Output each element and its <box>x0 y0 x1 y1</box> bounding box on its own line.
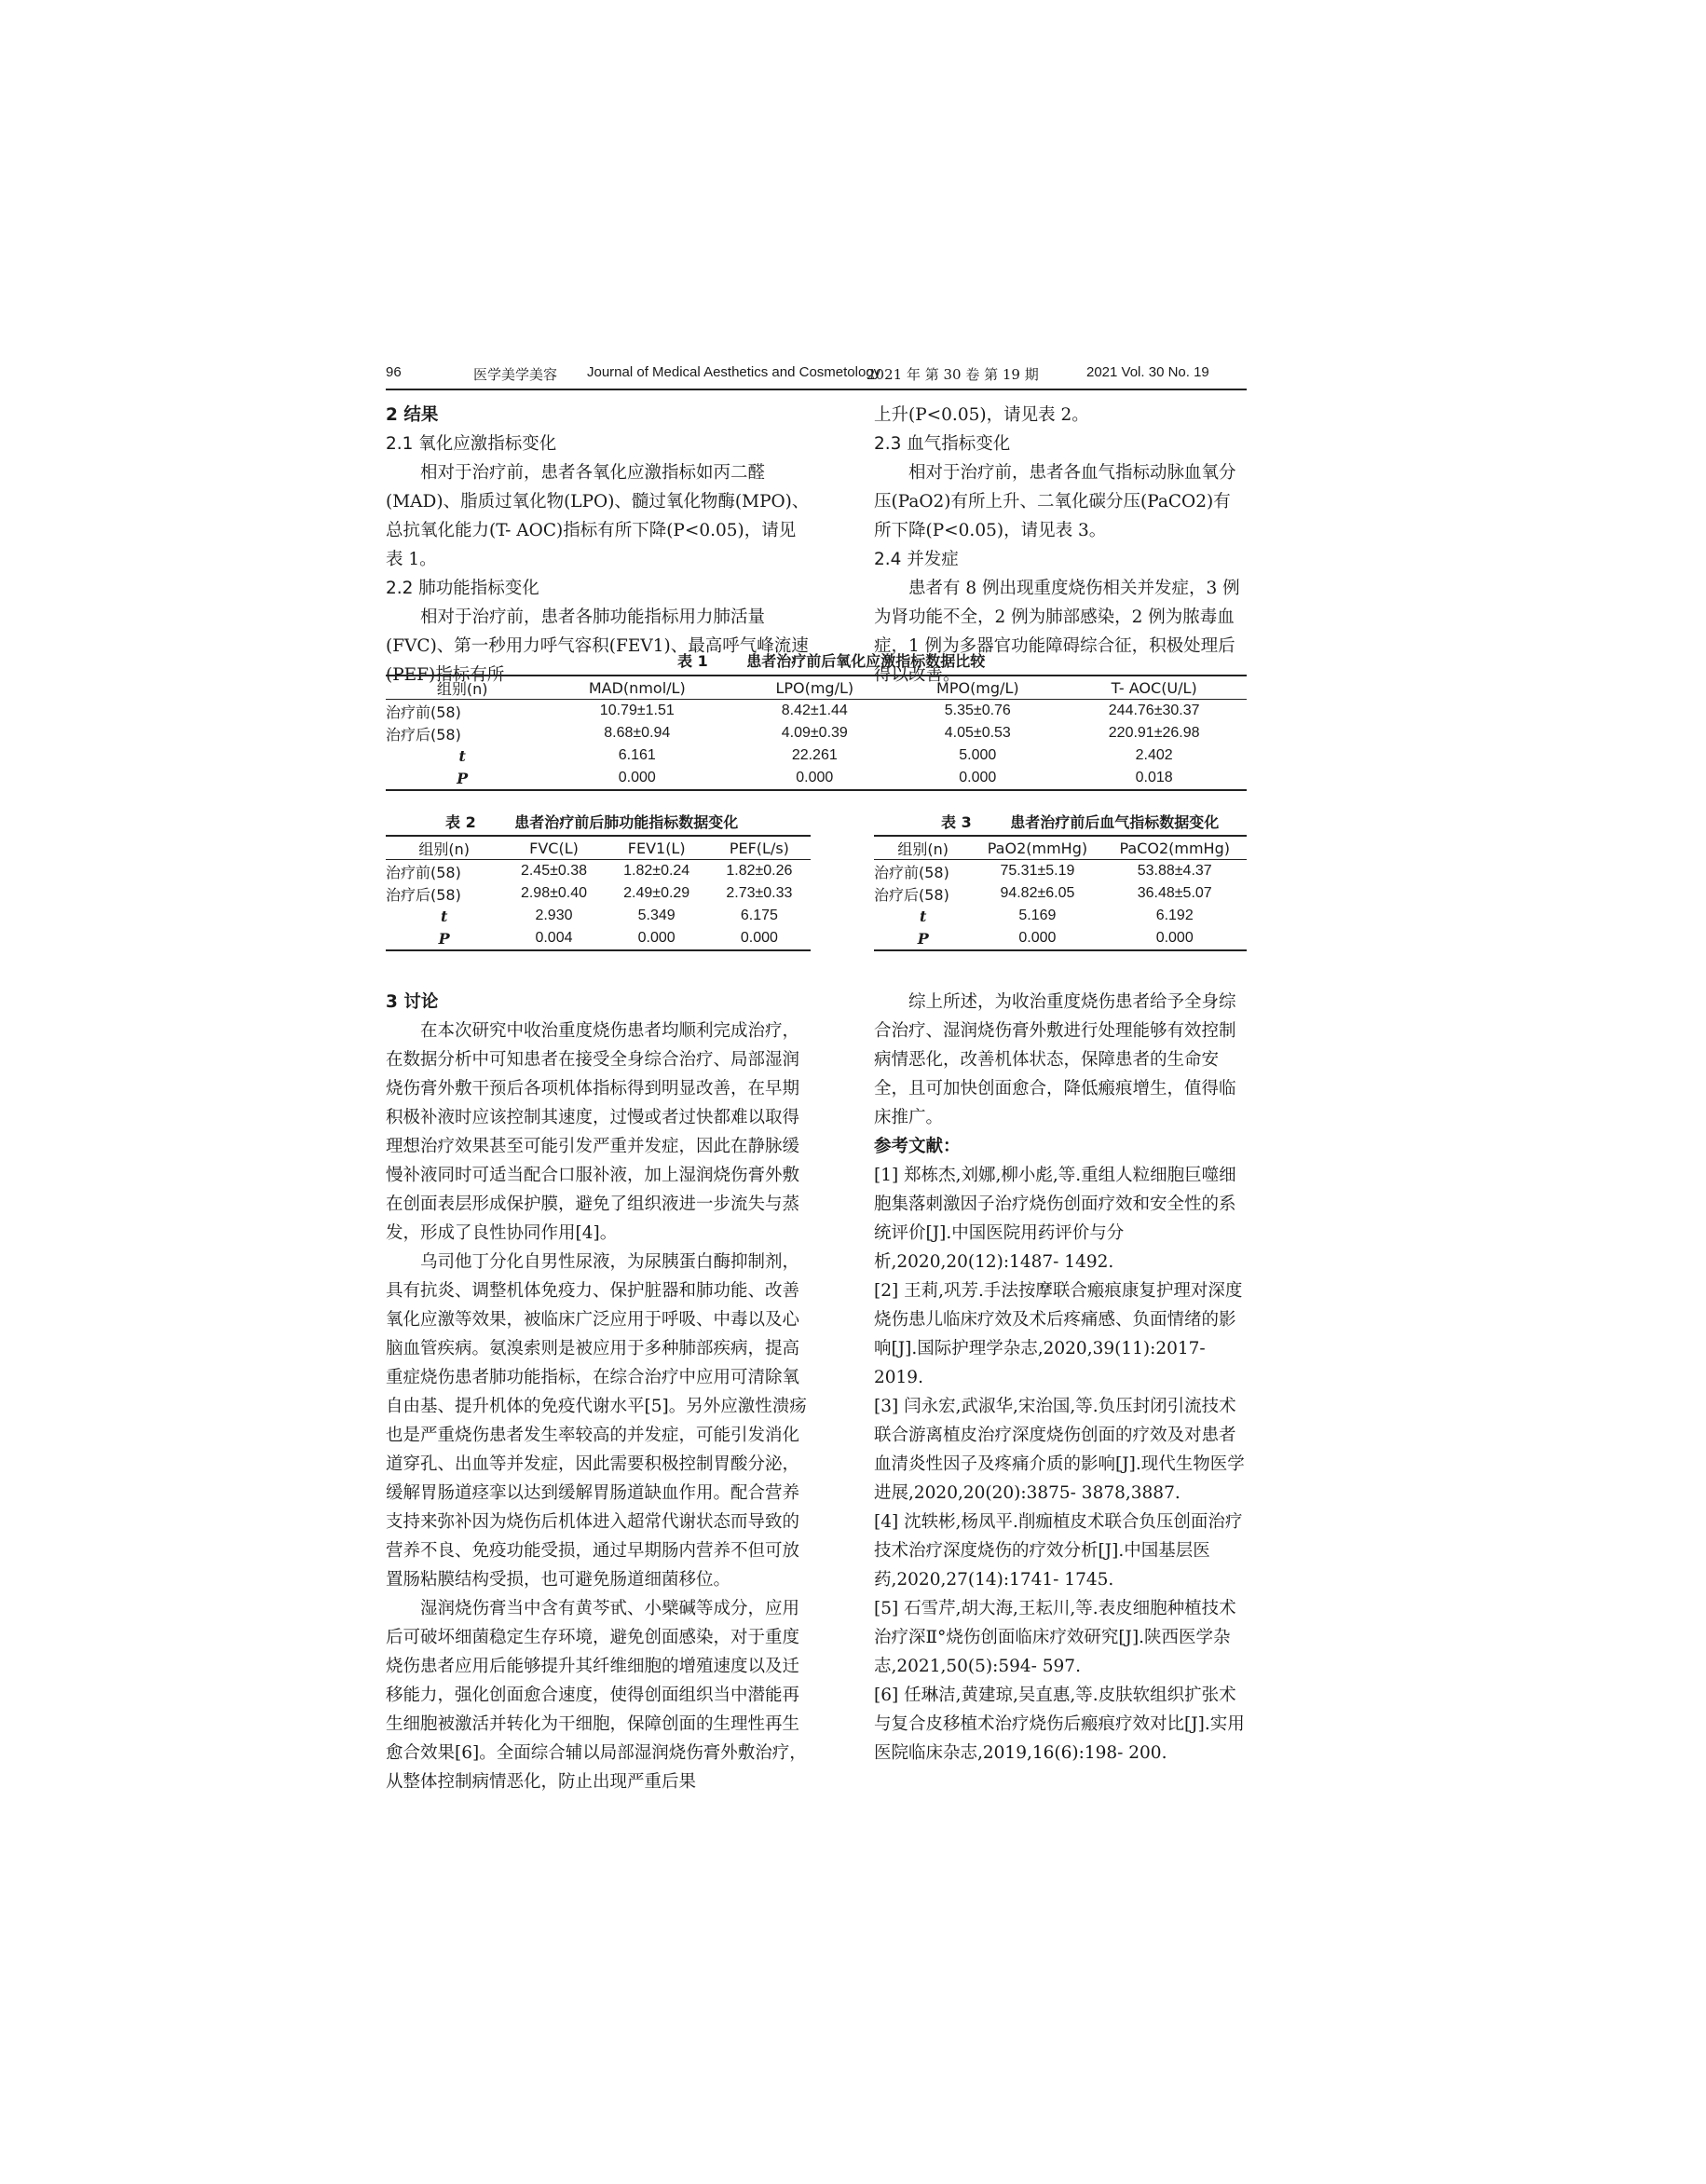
table-cell: 0.000 <box>959 770 997 785</box>
table-cell: 0.000 <box>637 930 676 946</box>
paragraph-2-4: 患者有 8 例出现重度烧伤相关并发症，3 例为肾功能不全，2 例为肺部感染，2 例为脓毒血症，1 例为多器官功能障碍综合征，积极处理后得以改善。 <box>874 579 1240 685</box>
table-cell: 2.402 <box>1135 747 1173 763</box>
table1-number: 表 1 <box>677 652 708 670</box>
journal-title-cn: 医学美学美容 <box>473 366 558 383</box>
table-row <box>874 860 1247 883</box>
discussion-column <box>386 988 811 1796</box>
table1-caption <box>677 649 985 671</box>
reference-item: [4] 沈轶彬,杨凤平.削痂植皮术联合负压创面治疗技术治疗深度烧伤的疗效分析[J].中国基层医药,2020,27(14):1741- 1745. <box>874 1512 1243 1590</box>
table1 <box>386 675 1247 791</box>
table-cell: 22.261 <box>791 747 838 763</box>
table1-title: 患者治疗前后氧化应激指标数据比较 <box>746 652 986 670</box>
table1-header-cell: T- AOC(U/L) <box>1061 676 1247 700</box>
table-row <box>874 927 1247 950</box>
table3-number: 表 3 <box>941 813 972 831</box>
table3-title: 患者治疗前后血气指标数据变化 <box>1010 813 1220 831</box>
table-cell: P <box>457 769 469 787</box>
paragraph-2-2: 相对于治疗前，患者各肺功能指标用力肺活量(FVC)、第一秒用力呼气容积(FEV1)、最高呼气峰流速(PEF)指标有所 <box>386 607 809 685</box>
table-cell: 8.42±1.44 <box>781 703 848 718</box>
table-cell: 220.91±26.98 <box>1108 725 1200 741</box>
table3-header-cell: PaO2(mmHg) <box>972 836 1102 860</box>
table-cell: 治疗后(58) <box>386 725 461 744</box>
table-cell: 10.79±1.51 <box>599 703 675 718</box>
table-cell: 2.45±0.38 <box>520 863 588 879</box>
section-heading-results: 2 结果 <box>386 405 439 425</box>
table-cell: 1.82±0.24 <box>623 863 690 879</box>
table-cell: 0.000 <box>618 770 656 785</box>
table-cell: 治疗前(58) <box>386 863 461 881</box>
table-cell: 94.82±6.05 <box>1000 885 1075 901</box>
paragraph-2-1: 相对于治疗前，患者各氧化应激指标如丙二醛(MAD)、脂质过氧化物(LPO)、髓过氧化物酶(MPO)、总抗氧化能力(T- AOC)指标有所下降(P<0.05)，请见表 1。 <box>386 463 810 569</box>
conclusion-references-column <box>874 988 1247 1768</box>
table-cell: 6.175 <box>740 908 778 923</box>
table-row <box>386 744 1247 767</box>
table3 <box>874 835 1247 951</box>
issue-cn: 2021 年 第 30 卷 第 19 期 <box>867 366 1039 383</box>
table1-header-cell: MAD(nmol/L) <box>539 676 735 700</box>
table-cell: 5.349 <box>637 908 676 923</box>
table-cell: t <box>920 907 927 925</box>
table2-header-cell: PEF(L/s) <box>708 836 811 860</box>
table-row <box>386 700 1247 723</box>
table-cell: 0.004 <box>535 930 573 946</box>
issue-en: 2021 Vol. 30 No. 19 <box>1086 364 1209 380</box>
table-cell: 治疗后(58) <box>874 885 949 904</box>
table-cell: 53.88±4.37 <box>1137 863 1212 879</box>
table-cell: 2.930 <box>535 908 573 923</box>
paragraph-2-3: 相对于治疗前，患者各血气指标动脉血氧分压(PaO2)有所上升、二氧化碳分压(PaCO2)有所下降(P<0.05)，请见表 3。 <box>874 463 1236 540</box>
table-cell: 5.35±0.76 <box>944 703 1011 718</box>
table1-header-cell: 组别(n) <box>386 676 539 700</box>
table-row <box>386 882 811 905</box>
table2-caption <box>445 811 738 832</box>
reference-item: [3] 闫永宏,武淑华,宋治国,等.负压封闭引流技术联合游离植皮治疗深度烧伤创面的疗效及对患者血清炎性因子及疼痛介质的影响[J].现代生物医学进展,2020,20(20):3875- 3878,3887. <box>874 1397 1245 1503</box>
journal-title-en: Journal of Medical Aesthetics and Cosmetology <box>587 364 881 380</box>
table3-header-cell: 组别(n) <box>874 836 972 860</box>
table2-header-cell: 组别(n) <box>386 836 502 860</box>
subsection-heading-2-4: 2.4 并发症 <box>874 550 959 569</box>
reference-item: [2] 王莉,巩芳.手法按摩联合瘢痕康复护理对深度烧伤患儿临床疗效及术后疼痛感、负面情绪的影响[J].国际护理学杂志,2020,39(11):2017- 2019. <box>874 1281 1243 1387</box>
table-cell: 36.48±5.07 <box>1137 885 1212 901</box>
table-cell: 2.98±0.40 <box>520 885 588 901</box>
table2-number: 表 2 <box>445 813 476 831</box>
table-cell: 75.31±5.19 <box>1000 863 1075 879</box>
table-cell: 5.169 <box>1018 908 1057 923</box>
table-cell: 5.000 <box>959 747 997 763</box>
table-row <box>386 722 1247 744</box>
table-cell: P <box>917 929 929 948</box>
discussion-paragraph-2: 乌司他丁分化自男性尿液，为尿胰蛋白酶抑制剂，具有抗炎、调整机体免疫力、保护脏器和肺功能、改善氧化应激等效果，被临床广泛应用于呼吸、中毒以及心脑血管疾病。氨溴索则是被应用于多种肺部疾病，提高重症烧伤患者肺功能指标，在综合治疗中应用可清除氧自由基、提升机体的免疫代谢水平[5]。另外应激性溃疡也是严重烧伤患者发生率较高的并发症，可能引发消化道穿孔、出血等并发症，因此需要积极控制胃酸分泌，缓解胃肠道痉挛以达到缓解胃肠道缺血作用。配合营养支持来弥补因为烧伤后机体进入超常代谢状态而导致的营养不良、免疫功能受损，通过早期肠内营养不但可放置肠粘膜结构受损，也可避免肠道细菌移位。 <box>386 1252 807 1590</box>
reference-list <box>874 1161 1247 1768</box>
reference-item: [6] 任琳洁,黄建琼,吴直惠,等.皮肤软组织扩张术与复合皮移植术治疗烧伤后瘢痕疗效对比[J].实用医院临床杂志,2019,16(6):198- 200. <box>874 1686 1245 1763</box>
table-row <box>386 905 811 927</box>
table3-caption <box>941 811 1219 832</box>
table-cell: t <box>458 746 466 765</box>
table1-header-cell: LPO(mg/L) <box>735 676 894 700</box>
subsection-heading-2-1: 2.1 氧化应激指标变化 <box>386 434 557 454</box>
table-cell: 244.76±30.37 <box>1108 703 1200 718</box>
results-left-column <box>386 401 811 689</box>
table-cell: P <box>438 929 450 948</box>
discussion-paragraph-3: 湿润烧伤膏当中含有黄芩甙、小檗碱等成分，应用后可破坏细菌稳定生存环境，避免创面感染，对于重度烧伤患者应用后能够提升其纤维细胞的增殖速度以及迁移能力，强化创面愈合速度，使得创面组织当中潜能再生细胞被激活并转化为干细胞，保障创面的生理性再生愈合效果[6]。全面综合辅以局部湿润烧伤膏外敷治疗，从整体控制病情恶化，防止出现严重后果 <box>386 1599 807 1792</box>
table-cell: 2.49±0.29 <box>623 885 690 901</box>
table1-header-cell: MPO(mg/L) <box>894 676 1061 700</box>
table-row <box>386 860 811 883</box>
table-row <box>386 927 811 950</box>
table-cell: 0.000 <box>740 930 778 946</box>
table2-header-cell: FVC(L) <box>502 836 605 860</box>
table-cell: 0.000 <box>796 770 834 785</box>
table-cell: 4.05±0.53 <box>944 725 1011 741</box>
table2-header-cell: FEV1(L) <box>606 836 708 860</box>
subsection-heading-2-3: 2.3 血气指标变化 <box>874 434 1011 454</box>
table-cell: 0.000 <box>1155 930 1194 946</box>
table-cell: 0.000 <box>1018 930 1057 946</box>
table2-title: 患者治疗前后肺功能指标数据变化 <box>514 813 739 831</box>
reference-item: [1] 郑栋杰,刘娜,柳小彪,等.重组人粒细胞巨噬细胞集落刺激因子治疗烧伤创面疗效和安全性的系统评价[J].中国医院用药评价与分析,2020,20(12):1487- 1492. <box>874 1166 1236 1272</box>
paragraph-2-2-continued: 上升(P<0.05)，请见表 2。 <box>874 405 1089 425</box>
subsection-heading-2-2: 2.2 肺功能指标变化 <box>386 579 539 598</box>
reference-item: [5] 石雪芹,胡大海,王耘川,等.表皮细胞种植技术治疗深Ⅱ°烧伤创面临床疗效研究[J].陕西医学杂志,2021,50(5):594- 597. <box>874 1599 1236 1676</box>
results-right-column <box>874 401 1247 689</box>
table-cell: 治疗后(58) <box>386 885 461 904</box>
references-heading: 参考文献： <box>874 1137 961 1156</box>
conclusion-paragraph: 综上所述，为收治重度烧伤患者给予全身综合治疗、湿润烧伤膏外敷进行处理能够有效控制病情恶化，改善机体状态，保障患者的生命安全，且可加快创面愈合，降低瘢痕增生，值得临床推广。 <box>874 992 1236 1127</box>
table-cell: 1.82±0.26 <box>726 863 793 879</box>
table-row <box>874 882 1247 905</box>
table-cell: 治疗前(58) <box>874 863 949 881</box>
table3-header-cell: PaCO2(mmHg) <box>1102 836 1247 860</box>
table-cell: 0.018 <box>1135 770 1173 785</box>
table-cell: 8.68±0.94 <box>604 725 671 741</box>
table2 <box>386 835 811 951</box>
table-cell: 6.161 <box>618 747 656 763</box>
table-cell: 6.192 <box>1155 908 1194 923</box>
table-cell: 4.09±0.39 <box>781 725 848 741</box>
running-header <box>386 359 1247 390</box>
table-row <box>386 767 1247 790</box>
table-row <box>874 905 1247 927</box>
page-number: 96 <box>386 364 402 380</box>
table-cell: 2.73±0.33 <box>726 885 793 901</box>
section-heading-discussion: 3 讨论 <box>386 992 439 1012</box>
discussion-paragraph-1: 在本次研究中收治重度烧伤患者均顺利完成治疗，在数据分析中可知患者在接受全身综合治疗、局部湿润烧伤膏外敷干预后各项机体指标得到明显改善，在早期积极补液时应该控制其速度，过慢或者过快都难以取得理想治疗效果甚至可能引发严重并发症，因此在静脉缓慢补液同时可适当配合口服补液，加上湿润烧伤膏外敷在创面表层形成保护膜，避免了组织液进一步流失与蒸发，形成了良性协同作用[4]。 <box>386 1021 800 1243</box>
table-cell: t <box>441 907 448 925</box>
table-cell: 治疗前(58) <box>386 703 461 721</box>
